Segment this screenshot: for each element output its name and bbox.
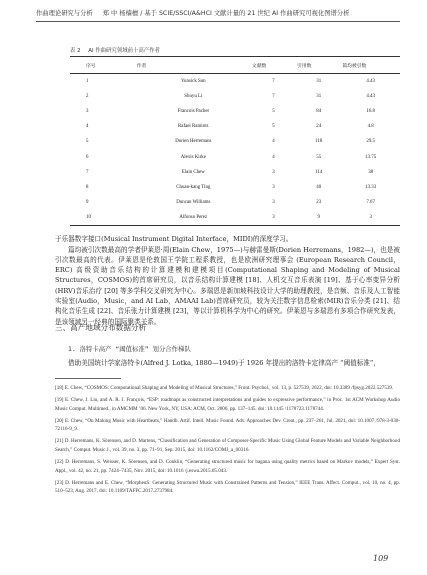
cell-avg: 38 — [368, 169, 374, 175]
cell-docs: 7 — [272, 79, 275, 85]
table-caption — [70, 46, 160, 54]
cell-avg: 4.8 — [367, 124, 374, 130]
cell-avg: 4.43 — [366, 79, 375, 85]
cell-author: Shuyu Li — [184, 94, 203, 100]
col-header-docs: 文献数 — [251, 57, 296, 74]
cell-docs: 3 — [272, 184, 275, 190]
cell-index: 6 — [86, 154, 89, 160]
cell-index: 8 — [86, 184, 89, 190]
table-row — [70, 89, 400, 104]
col-header-avg-citations: 篇均被引数 — [341, 57, 400, 74]
cell-index: 7 — [86, 169, 89, 175]
cell-citations: 9 — [296, 210, 341, 226]
cell-author: Francois Pachet — [177, 109, 209, 115]
table-row — [70, 74, 400, 90]
cell-avg: 4.43 — [366, 94, 375, 100]
cell-docs: 3 — [272, 169, 275, 175]
header-authors: 郑 中 杨樯檀 — [102, 10, 139, 17]
cell-author: Rafael Ramirez — [178, 124, 209, 130]
cell-index: 10 — [70, 210, 136, 226]
cell-docs: 3 — [251, 210, 296, 226]
cell-citations: 24 — [316, 124, 322, 130]
cell-author: Duncan Williams — [176, 199, 211, 205]
cell-avg: 3 — [341, 210, 400, 226]
cell-index: 3 — [86, 109, 89, 115]
cell-avg: 13.75 — [365, 154, 377, 160]
cell-author: Elain Chew — [181, 169, 205, 175]
cell-docs: 4 — [272, 139, 275, 145]
cell-index: 2 — [86, 94, 89, 100]
cell-index: 1 — [86, 79, 89, 85]
header-slash: / — [140, 10, 143, 17]
body-paragraph-2: 篇均被引次数最高的学者伊莱恩·周(Elain Chew，1975—)与赫雷曼斯(Dorien Herremans，1982—)，也是被引次数最高的代表。伊莱恩是伦敦国王学院工程系教授，也是欧洲研究理事会 (European Research Council，ERC) 高级资助音乐结构的计算建模和建模项目(Computational Shaping and Modeling of Musical Structures，COSMOS)的首席研究员，以音乐结构计算建模 [18]、人机交互音乐表演 [19]、基于心率变异分析(HRV)音乐治疗 [20] 等多学科交叉研究为中心。多瑞恩是新加坡科技设计大学的助理教授，是音频、音乐及人工智能实验室(Audio，Music，and AI Lab，AMAAI Lab)首席研究员，较为关注数字信息检索(MIR)音乐分类 [21]、结构化音乐生成 [22]、音乐张力计算建模 [23]，等以计算机科学为中心的研究。伊莱恩与多瑞恩有多项合作研究发表，是该领域另一经典的国际聚类关系。 — [55, 245, 400, 326]
table-row — [70, 165, 400, 180]
footnotes — [55, 384, 400, 500]
cell-docs: 5 — [272, 109, 275, 115]
cell-docs: 4 — [272, 154, 275, 160]
cell-docs: 5 — [272, 124, 275, 130]
cell-citations: 40 — [316, 184, 322, 190]
cell-docs: 3 — [272, 199, 275, 205]
body-paragraph-1: 于乐器数字接口(Musical Instrument Digital Interface，MIDI)的深度学习。 — [55, 235, 293, 243]
table-row — [70, 195, 400, 210]
table-caption-text: AI 作曲研究领域前十高产作者 — [88, 48, 160, 54]
page-number: 109 — [373, 554, 389, 563]
footnote-20: [20] E. Chew, “On Making Music with Heartbeats,” Handb. Artif. Intell. Music Found. Adv. Approaches Dev. Creat., pp. 237–261, Jul. 2021, doi: 10.1007 /978-3-030-72116-9_9. — [55, 417, 400, 433]
cell-author: Yunsick Sun — [181, 79, 206, 85]
author-table — [70, 56, 400, 226]
cell-author: Dorien Herremans — [175, 139, 212, 145]
table-row — [70, 134, 400, 149]
cell-citations: 84 — [316, 109, 322, 115]
table-caption-label: 表 2 — [70, 48, 81, 54]
cell-avg: 29.5 — [366, 139, 375, 145]
journal-name: 作曲理论研究与分析 — [36, 10, 93, 17]
cell-docs: 7 — [272, 94, 275, 100]
footnote-18: [18] E. Chew, “COSMOS: Computational Shaping and Modeling of Musical Structures,” Front. Psychol., vol. 13, p. 527539, 2022, doi: 10.3389 /fpsyg.2022.527539. — [55, 385, 394, 391]
running-header — [36, 8, 400, 22]
table-row — [70, 119, 400, 134]
footnote-21: [21] D. Herremans, K. Sörensen, and D. Martens, “Classification and Generation of Composer-Specific Music Using Global Feature Models and Variable Neighborhood Search,” Comput. Music J., vol. 39, no. 3, pp. 71–91, Sep. 2015, doi: 10.1162/COMJ_a_00316. — [55, 438, 400, 454]
cell-index: 4 — [86, 124, 89, 130]
table-row — [70, 180, 400, 195]
col-header-index: 序号 — [70, 57, 136, 74]
cell-index: 9 — [86, 199, 89, 205]
table-row — [70, 104, 400, 119]
table-row — [70, 149, 400, 164]
header-title: 基于 SCIE/SSCI/A&HCI 文献计量的 21 世纪 AI 作曲研究可视化图谱分析 — [144, 10, 350, 17]
cell-citations: 23 — [316, 199, 322, 205]
cell-citations: 118 — [315, 139, 323, 145]
cell-citations: 55 — [316, 154, 322, 160]
cell-citations: 114 — [315, 169, 323, 175]
subsection-heading: 1. 洛特卡高产 “阈值标准” 划分合作梯队 — [68, 345, 191, 353]
cell-author: Chuan-kang Ting — [176, 184, 211, 190]
body-paragraph-3: 借助美国统计学家洛特卡(Alfred J. Lotka, 1880—1949)于 1926 年提出的洛特卡定律高产 “阈值标准”， — [68, 359, 380, 367]
cell-author: Alexis Kirke — [180, 154, 206, 160]
cell-index: 5 — [86, 139, 89, 145]
cell-avg: 7.67 — [366, 199, 375, 205]
cell-avg: 13.33 — [365, 184, 377, 190]
cell-citations: 31 — [316, 79, 322, 85]
header-divider — [36, 21, 400, 22]
table-header-row — [70, 57, 400, 74]
col-header-author: 作者 — [136, 57, 251, 74]
cell-avg: 16.8 — [366, 109, 375, 115]
footnote-22: [22] D. Herremans, S. Weisser, K. Sörensen, and D. Conklin, “Generating structured music for bagana using quality metrics based on Markov models,” Expert Syst. Appl., vol. 42, no. 21, pp. 7424–7435, Nov. 2015, doi: 10.1016 /j.eswa.2015.05.043. — [55, 459, 400, 474]
footnote-23: [23] D. Herremans and E. Chew, “MorpheuS: Generating Structured Music with Constrained Patterns and Tension,” IEEE Trans. Affect. Comput., vol. 10, no. 4, pp. 510–523, Aug. 2017, doi: 10.1109/TAFFC.2017.2737984. — [55, 479, 400, 495]
footnote-19: [19] E. Chew, J. Liu, and A. R. J. François, “ESP: roadmaps as constructed interpretations and guides to expressive performance,” in Proc. 1st ACM Workshop Audio Music Comput. Multimed., in AMCMM ’06. New York, NY, USA: ACM, Oct. 2006, pp. 137–145. doi: 10.1145 /1178723.1178744. — [55, 397, 400, 412]
cell-citations: 31 — [316, 94, 322, 100]
section-heading: 三、高产地域分布数据分析 — [55, 323, 147, 332]
cell-author: Alfonso Perez — [136, 210, 251, 226]
table-row — [70, 210, 400, 226]
col-header-citations: 引用数 — [296, 57, 341, 74]
footnote-divider — [55, 378, 121, 379]
